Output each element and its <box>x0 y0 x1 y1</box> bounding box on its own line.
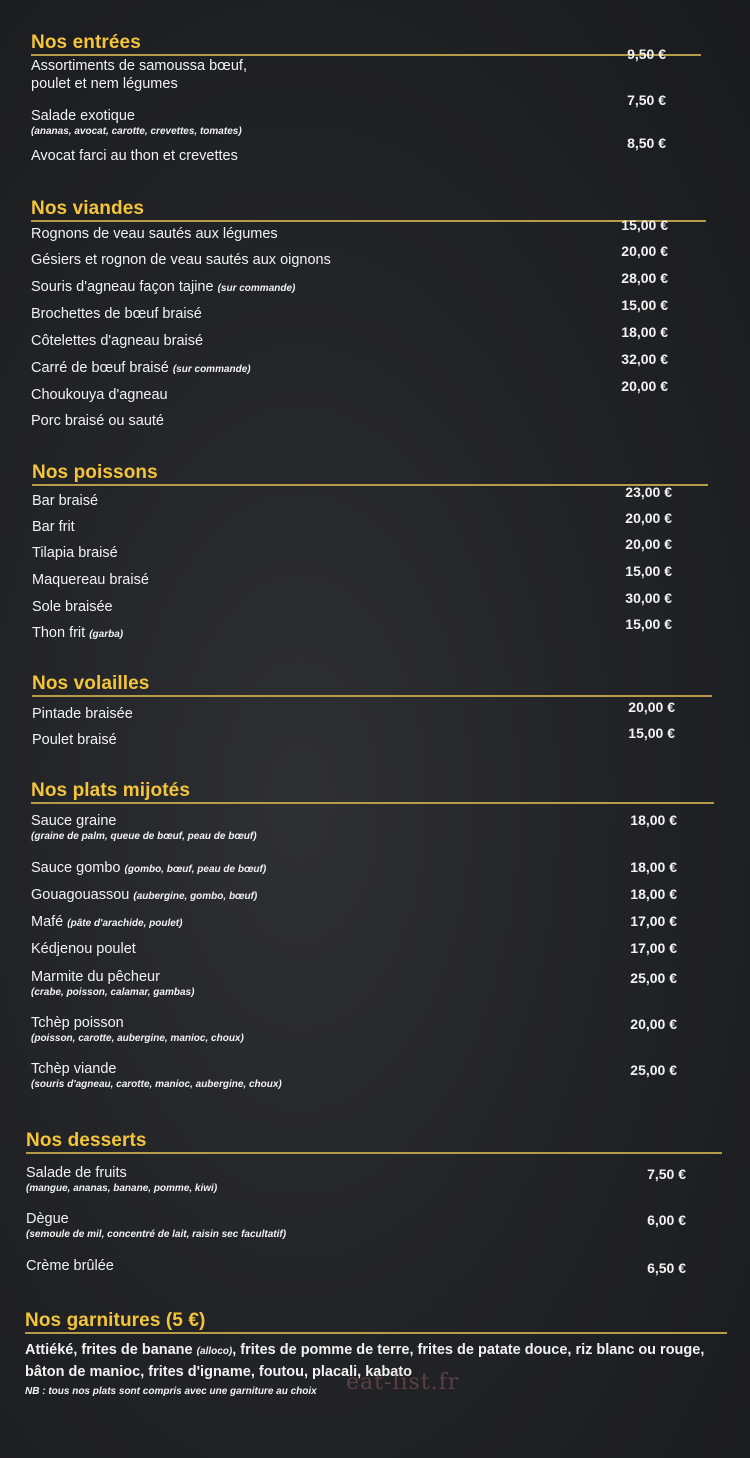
menu-item <box>31 940 714 958</box>
item-name: Poulet braisé <box>32 732 117 748</box>
item-price: 18,00 € <box>630 812 677 828</box>
menu-item <box>31 297 706 323</box>
item-note: (pâte d'arachide, poulet) <box>67 918 183 929</box>
menu-item <box>31 412 706 430</box>
section-entrees <box>31 30 701 164</box>
item-note: (gombo, bœuf, peau de bœuf) <box>124 864 267 875</box>
item-name: Choukouya d'agneau <box>31 387 168 403</box>
section-divider <box>32 484 708 486</box>
item-name: Tilapia braisé <box>32 545 118 561</box>
menu-item <box>31 217 706 243</box>
item-name <box>31 278 706 298</box>
item-name <box>31 359 706 379</box>
section-header <box>32 460 708 486</box>
item-price: 23,00 € <box>625 484 672 500</box>
section-header <box>31 30 701 56</box>
item-name: Marmite du pêcheur <box>31 969 160 985</box>
item-name-text: Mafé <box>31 914 64 930</box>
garnitures-text-a: Attiéké, frites de banane <box>25 1342 197 1358</box>
section-desserts <box>26 1128 722 1276</box>
item-price: 15,00 € <box>621 217 668 233</box>
section-divider <box>31 220 706 222</box>
section-title: Nos plats mijotés <box>31 780 191 801</box>
menu-item <box>31 135 701 165</box>
item-name-line2: poulet et nem légumes <box>31 76 178 92</box>
item-name-text: Thon frit <box>32 625 86 641</box>
menu-item <box>32 484 708 510</box>
item-price: 9,50 € <box>627 46 666 62</box>
item-note: (sur commande) <box>172 364 251 375</box>
item-price: 20,00 € <box>630 1016 677 1032</box>
section-title: Nos desserts <box>26 1130 147 1151</box>
menu-item <box>31 243 706 269</box>
item-name: Salade exotique <box>31 108 135 124</box>
garnitures-note: (alloco) <box>196 1346 233 1357</box>
item-name <box>32 624 708 644</box>
item-name <box>31 913 714 933</box>
item-name: Avocat farci au thon et crevettes <box>31 148 238 164</box>
section-title: Nos viandes <box>31 198 145 219</box>
item-price: 15,00 € <box>621 297 668 313</box>
item-price: 20,00 € <box>621 378 668 394</box>
item-name-text: Souris d'agneau façon tajine <box>31 279 214 295</box>
item-name: Porc braisé ou sauté <box>31 413 164 429</box>
item-price: 30,00 € <box>625 590 672 606</box>
section-divider <box>31 802 714 804</box>
section-divider <box>31 54 701 56</box>
item-description: (graine de palm, queue de bœuf, peau de bœuf) <box>31 831 257 842</box>
menu-item <box>31 1060 714 1091</box>
menu-item <box>31 913 714 933</box>
section-volailles <box>32 671 712 748</box>
item-name: Côtelettes d'agneau braisé <box>31 333 204 349</box>
section-divider <box>26 1152 722 1154</box>
item-price: 15,00 € <box>628 725 675 741</box>
item-name <box>31 859 714 879</box>
item-price: 17,00 € <box>630 913 677 929</box>
item-price: 28,00 € <box>621 270 668 286</box>
section-viandes <box>31 196 706 429</box>
item-name: Bar frit <box>32 519 75 535</box>
item-price: 20,00 € <box>621 243 668 259</box>
item-price: 18,00 € <box>630 859 677 875</box>
item-name: Assortiments de samoussa bœuf, <box>31 58 247 74</box>
item-price: 20,00 € <box>625 536 672 552</box>
menu-item <box>31 92 701 138</box>
menu-item <box>32 510 708 536</box>
section-title: Nos garnitures (5 €) <box>25 1310 206 1331</box>
garnitures-nb: NB : tous nos plats sont compris avec une garniture au choix <box>25 1386 317 1397</box>
menu-item <box>31 270 706 298</box>
menu-item <box>31 812 714 843</box>
section-header <box>31 778 714 804</box>
item-description: (crabe, poisson, calamar, gambas) <box>31 987 195 998</box>
item-description: (mangue, ananas, banane, pomme, kiwi) <box>26 1183 218 1194</box>
item-note: (aubergine, gombo, bœuf) <box>133 891 258 902</box>
menu-item <box>32 616 708 644</box>
item-price: 6,00 € <box>647 1212 686 1228</box>
item-name-text: Sauce gombo <box>31 860 121 876</box>
item-price: 25,00 € <box>630 1062 677 1078</box>
item-price: 25,00 € <box>630 970 677 986</box>
menu-item <box>26 1257 722 1275</box>
item-note: (sur commande) <box>217 283 296 294</box>
item-name: Gésiers et rognon de veau sautés aux oignons <box>31 252 331 268</box>
watermark: eat-list.fr <box>346 1370 460 1395</box>
menu-item <box>31 1014 714 1045</box>
section-plats-mijotes <box>31 778 714 1090</box>
section-header <box>26 1128 722 1154</box>
item-name-text: Gouagouassou <box>31 887 130 903</box>
item-name: Tchèp viande <box>31 1061 117 1077</box>
item-name: Maquereau braisé <box>32 572 149 588</box>
item-name-text: Carré de bœuf braisé <box>31 360 169 376</box>
item-name <box>31 886 714 906</box>
item-name: Bar braisé <box>32 493 99 509</box>
menu-item <box>26 1210 722 1241</box>
item-name: Crème brûlée <box>26 1258 114 1274</box>
section-header <box>32 671 712 697</box>
item-description: (poisson, carotte, aubergine, manioc, choux) <box>31 1033 244 1044</box>
item-price: 20,00 € <box>625 510 672 526</box>
section-header <box>25 1308 727 1334</box>
menu-item <box>31 886 714 906</box>
section-title: Nos volailles <box>32 673 150 694</box>
section-divider <box>25 1332 727 1334</box>
item-name: Dègue <box>26 1211 69 1227</box>
menu-item <box>31 46 701 93</box>
item-description: (souris d'agneau, carotte, manioc, aubergine, choux) <box>31 1079 282 1090</box>
item-name: Sole braisée <box>32 599 113 615</box>
menu-item <box>32 725 712 749</box>
section-title: Nos poissons <box>32 462 158 483</box>
item-price: 8,50 € <box>627 135 666 151</box>
section-title: Nos entrées <box>31 32 141 53</box>
menu-item <box>32 590 708 616</box>
menu-item <box>31 968 714 999</box>
item-price: 18,00 € <box>621 324 668 340</box>
item-name: Sauce graine <box>31 813 117 829</box>
menu-item <box>31 351 706 379</box>
item-price: 17,00 € <box>630 940 677 956</box>
menu-item <box>32 536 708 562</box>
item-description: (ananas, avocat, carotte, crevettes, tomates) <box>31 126 242 137</box>
menu-item <box>32 699 712 723</box>
item-name: Pintade braisée <box>32 706 133 722</box>
item-note: (garba) <box>89 629 124 640</box>
item-name: Tchèp poisson <box>31 1015 124 1031</box>
item-name: Rognons de veau sautés aux légumes <box>31 226 278 242</box>
section-header <box>31 196 706 222</box>
item-price: 18,00 € <box>630 886 677 902</box>
item-price: 20,00 € <box>628 699 675 715</box>
section-poissons <box>32 460 708 641</box>
menu-item <box>31 378 706 404</box>
item-price: 15,00 € <box>625 563 672 579</box>
item-name: Kédjenou poulet <box>31 941 136 957</box>
item-price: 15,00 € <box>625 616 672 632</box>
item-description: (semoule de mil, concentré de lait, raisin sec facultatif) <box>26 1229 287 1240</box>
item-price: 32,00 € <box>621 351 668 367</box>
menu-item <box>31 859 714 879</box>
item-price: 7,50 € <box>627 92 666 108</box>
item-name: Salade de fruits <box>26 1165 127 1181</box>
menu-item <box>26 1164 722 1195</box>
menu-item <box>31 324 706 350</box>
garnitures-text-b: , frites de pomme de terre, frites de patate douce, riz blanc ou rouge, bâton de manioc, frites d'igname, foutou, placali, kabato <box>25 1342 705 1380</box>
item-price: 6,50 € <box>647 1260 686 1276</box>
menu-item <box>32 563 708 589</box>
section-divider <box>32 695 712 697</box>
item-name: Brochettes de bœuf braisé <box>31 306 202 322</box>
item-price: 7,50 € <box>647 1166 686 1182</box>
